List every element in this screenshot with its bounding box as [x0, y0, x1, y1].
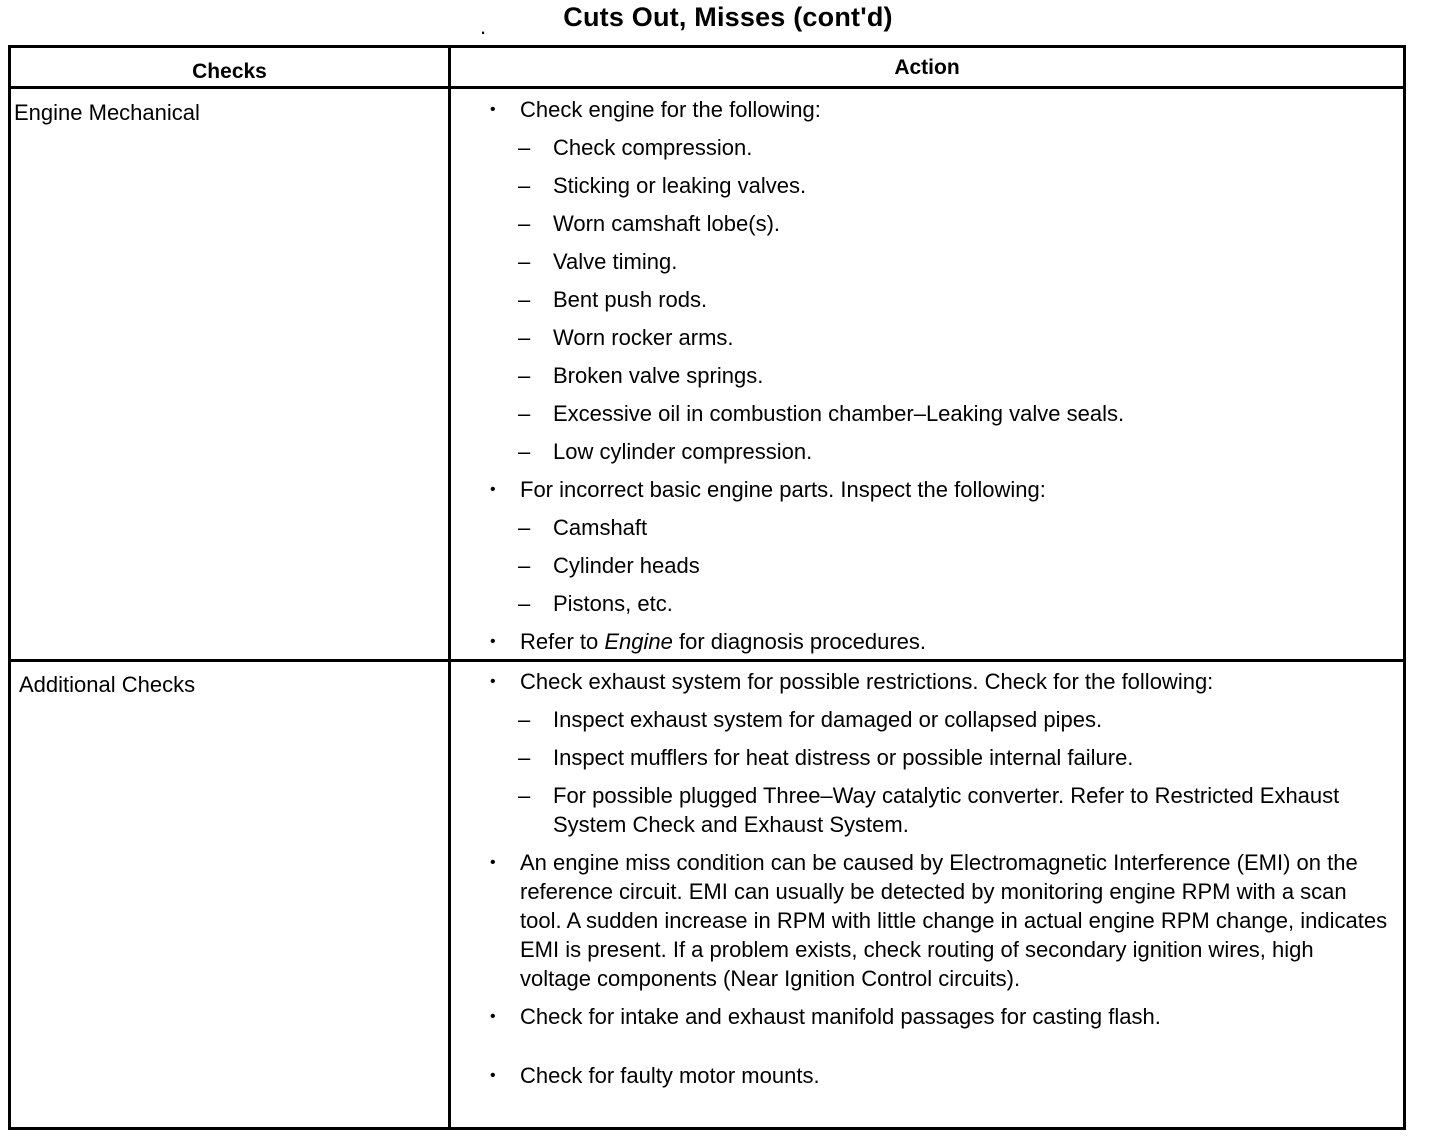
action-subitem: – Valve timing.: [488, 247, 1388, 276]
action-subitem: – For possible plugged Three–Way catalytic converter. Refer to Restricted Exhaust System Check and Exhaust System.: [488, 781, 1388, 839]
action-text: • Check engine for the following:: [520, 97, 821, 122]
action-bullet: [488, 95, 1388, 124]
header-action: Action: [894, 56, 960, 79]
action-text: [520, 627, 1388, 656]
action-subitem: – Cylinder heads: [488, 551, 1388, 580]
diagnostic-table: [8, 45, 1406, 1130]
action-subitem: – Pistons, etc.: [488, 589, 1388, 618]
page-title: Cuts Out, Misses (cont'd): [563, 2, 893, 32]
action-subitem: – Camshaft: [488, 513, 1388, 542]
action-bullet: [488, 667, 1388, 696]
header-divider: [11, 86, 1403, 89]
action-text: • Check for faulty motor mounts.: [520, 1063, 820, 1088]
column-divider: [448, 48, 451, 1127]
action-text-after: for diagnosis procedures.: [672, 629, 927, 654]
action-subitem: – Bent push rods.: [488, 285, 1388, 314]
action-list-engine-mechanical: [488, 95, 1388, 665]
action-bullet: [488, 627, 1388, 656]
check-engine-mechanical: Engine Mechanical: [14, 100, 200, 125]
action-subitem: – Inspect exhaust system for damaged or collapsed pipes.: [488, 705, 1388, 734]
action-bullet: [488, 848, 1388, 993]
action-text-before: Refer to: [520, 629, 605, 654]
action-subitem: – Check compression.: [488, 133, 1388, 162]
action-list-additional-checks: [488, 667, 1388, 1099]
check-additional-checks: Additional Checks: [19, 672, 196, 697]
action-subitem: – Excessive oil in combustion chamber–Leaking valve seals.: [488, 399, 1388, 428]
action-bullet: [488, 1061, 1388, 1090]
title-dot: .: [480, 14, 487, 39]
action-text: • An engine miss condition can be caused by Electromagnetic Interference (EMI) on the reference circuit. EMI can usually be detected by monitoring engine RPM with a scan tool. A sudden increase in RPM with little change in actual engine RPM change, indicates EMI is present. If a problem exists, check routing of secondary ignition wires, high voltage components (Near Ignition Control circuits).: [520, 850, 1388, 991]
action-text: • For incorrect basic engine parts. Inspect the following:: [520, 477, 1046, 502]
action-subitem: – Inspect mufflers for heat distress or possible internal failure.: [488, 743, 1388, 772]
action-subitem: – Low cylinder compression.: [488, 437, 1388, 466]
action-subitem: – Broken valve springs.: [488, 361, 1388, 390]
action-subitem: – Worn rocker arms.: [488, 323, 1388, 352]
action-bullet: [488, 475, 1388, 504]
action-text: • Check exhaust system for possible restrictions. Check for the following:: [520, 669, 1214, 694]
action-bullet: [488, 1002, 1388, 1031]
header-checks: Checks: [192, 60, 267, 83]
engine-reference: Engine: [604, 629, 673, 654]
action-text: • Check for intake and exhaust manifold passages for casting flash.: [520, 1004, 1161, 1029]
action-subitem: – Worn camshaft lobe(s).: [488, 209, 1388, 238]
action-subitem: – Sticking or leaking valves.: [488, 171, 1388, 200]
